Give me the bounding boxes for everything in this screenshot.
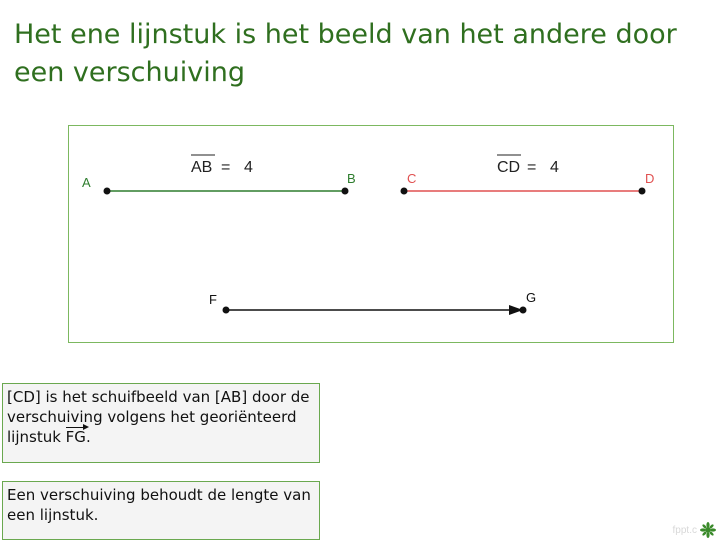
equals-ab: = [221,159,231,176]
slide-title-line-1: Het ene lijnstuk is het beeld van het andere door [14,19,677,50]
geometry-figure [68,125,674,343]
slide-title [14,16,704,92]
explanation-text-2: Een verschuiving behoudt de lengte van een lijnstuk. [7,486,311,524]
length-value-ab: 4 [244,159,253,176]
point-c[interactable] [401,188,408,195]
length-label-ab: AB [191,159,213,176]
point-a[interactable] [104,188,111,195]
point-g[interactable] [520,307,527,314]
label-d: D [645,171,655,186]
point-f[interactable] [223,307,230,314]
vector-fg-notation: FG [65,428,86,446]
green-leaf-icon [700,522,716,538]
explanation-box-2 [2,481,320,540]
equals-cd: = [527,159,537,176]
length-label-cd: CD [497,159,521,176]
point-b[interactable] [342,188,349,195]
label-c: C [407,171,417,186]
label-f: F [209,292,217,307]
explanation-text-1: [CD] is het schuifbeeld van [AB] door de verschuiving volgens het georiënteerd lijnstuk [7,388,310,446]
label-b: B [347,171,356,186]
explanation-text-1-end: . [85,428,91,446]
watermark-text: fppt.c [672,524,697,536]
label-g: G [526,290,537,305]
label-a: A [82,175,91,190]
point-d[interactable] [639,188,646,195]
explanation-box-1 [2,383,320,463]
length-value-cd: 4 [550,159,559,176]
slide-title-line-2: een verschuiving [14,57,245,88]
watermark [673,522,716,538]
geometry-canvas [69,126,673,342]
